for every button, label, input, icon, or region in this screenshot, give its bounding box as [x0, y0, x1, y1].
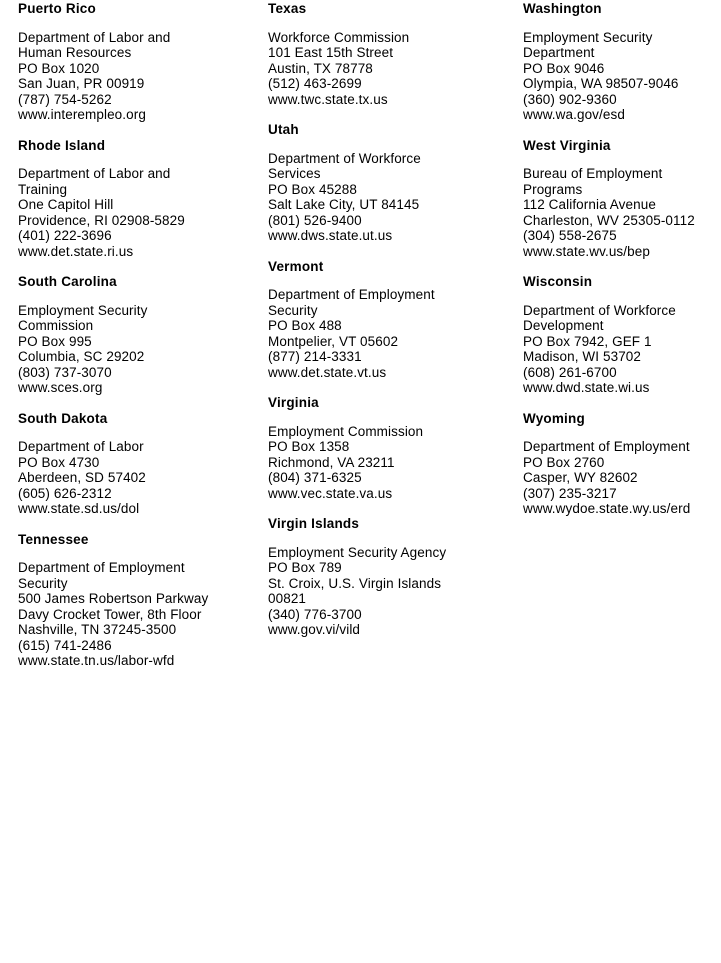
address-line: Providence, RI 02908-5829: [18, 212, 185, 228]
state-heading: Rhode Island: [18, 137, 106, 153]
state-section: [268, 259, 518, 381]
state-heading: West Virginia: [523, 137, 611, 153]
address-line: One Capitol Hill: [18, 197, 114, 212]
address-line: St. Croix, U.S. Virgin Islands: [268, 575, 442, 591]
website-line: www.state.tn.us/labor-wfd: [18, 653, 175, 668]
state-heading: Texas: [268, 1, 307, 16]
address-line: Department of Labor and: [18, 29, 171, 45]
state-section: [523, 274, 719, 396]
address-line: (803) 737-3070: [18, 364, 112, 380]
address-line: (608) 261-6700: [523, 364, 617, 380]
address-line: Olympia, WA 98507-9046: [523, 76, 679, 91]
address-line: PO Box 995: [18, 333, 92, 349]
state-section: [18, 274, 263, 396]
address-line: (877) 214-3331: [268, 349, 362, 364]
state-section: [18, 532, 263, 669]
address-line: Programs: [523, 181, 583, 197]
address-line: Department of Labor: [18, 439, 144, 454]
address-line: Security: [18, 575, 68, 591]
address-line: Aberdeen, SD 57402: [18, 470, 146, 485]
address-line: Development: [523, 318, 604, 333]
state-section: [523, 138, 719, 260]
address-line: (605) 626-2312: [18, 485, 112, 501]
address-line: Department of Employment: [523, 439, 690, 454]
website-line: www.state.sd.us/dol: [18, 501, 140, 516]
website-line: www.wydoe.state.wy.us/erd: [523, 501, 691, 516]
address-line: Department of Employment: [268, 287, 435, 302]
address-line: Davy Crocket Tower, 8th Floor: [18, 606, 202, 622]
state-heading: Utah: [268, 122, 299, 137]
address-line: PO Box 2760: [523, 454, 605, 470]
state-section: [523, 1, 719, 123]
address-line: PO Box 7942, GEF 1: [523, 333, 652, 349]
address-line: Workforce Commission: [268, 29, 410, 45]
state-heading: South Dakota: [18, 410, 108, 426]
state-heading: Vermont: [268, 258, 324, 274]
state-heading: South Carolina: [18, 274, 117, 289]
address-line: Salt Lake City, UT 84145: [268, 197, 420, 212]
website-line: www.sces.org: [18, 380, 103, 395]
website-line: www.det.state.vt.us: [268, 364, 387, 380]
address-line: (787) 754-5262: [18, 91, 112, 107]
state-section: [18, 138, 263, 260]
column-left: [18, 1, 263, 684]
state-heading: Wisconsin: [523, 274, 593, 289]
address-line: 112 California Avenue: [523, 197, 656, 212]
state-section: [18, 1, 263, 123]
address-line: (615) 741-2486: [18, 637, 112, 653]
address-line: Austin, TX 78778: [268, 60, 373, 76]
address-line: Services: [268, 166, 321, 181]
address-line: Employment Security: [523, 29, 653, 45]
state-heading: Wyoming: [523, 410, 585, 426]
state-section: [268, 395, 518, 501]
address-line: Employment Security Agency: [268, 544, 447, 560]
address-line: (801) 526-9400: [268, 212, 362, 228]
address-line: Department of Workforce: [268, 150, 421, 166]
address-line: Richmond, VA 23211: [268, 454, 395, 470]
state-section: [523, 411, 719, 517]
address-line: Training: [18, 181, 68, 197]
address-line: Bureau of Employment: [523, 166, 663, 181]
website-line: www.state.wv.us/bep: [523, 243, 650, 259]
state-section: [268, 1, 518, 107]
address-line: PO Box 45288: [268, 181, 358, 197]
address-line: Montpelier, VT 05602: [268, 333, 399, 349]
state-section: [268, 516, 518, 638]
address-line: (304) 558-2675: [523, 228, 617, 243]
address-line: PO Box 1020: [18, 60, 100, 76]
address-line: PO Box 4730: [18, 454, 100, 470]
address-line: Charleston, WV 25305-0112: [523, 212, 695, 228]
address-line: PO Box 9046: [523, 60, 605, 76]
address-line: Employment Security: [18, 302, 148, 318]
address-line: (360) 902-9360: [523, 91, 617, 107]
website-line: www.twc.state.tx.us: [268, 91, 388, 107]
address-line: Madison, WI 53702: [523, 349, 642, 364]
address-line: (307) 235-3217: [523, 485, 617, 501]
address-line: 00821: [268, 591, 307, 606]
address-line: Security: [268, 302, 318, 318]
state-heading: Puerto Rico: [18, 1, 96, 16]
address-line: Department of Employment: [18, 560, 185, 575]
website-line: www.wa.gov/esd: [523, 107, 625, 122]
address-line: (401) 222-3696: [18, 228, 112, 243]
state-section: [268, 122, 518, 244]
website-line: www.det.state.ri.us: [18, 243, 134, 259]
address-line: PO Box 488: [268, 318, 342, 333]
address-line: Commission: [18, 318, 94, 333]
address-line: (340) 776-3700: [268, 606, 362, 622]
address-line: Department of Labor and: [18, 166, 171, 181]
address-line: 500 James Robertson Parkway: [18, 591, 209, 606]
state-heading: Tennessee: [18, 531, 89, 547]
address-line: Nashville, TN 37245-3500: [18, 622, 177, 637]
address-line: San Juan, PR 00919: [18, 76, 145, 91]
state-section: [18, 411, 263, 517]
address-line: Human Resources: [18, 45, 132, 60]
website-line: www.dwd.state.wi.us: [523, 380, 650, 395]
address-line: (804) 371-6325: [268, 470, 362, 485]
website-line: www.interempleo.org: [18, 107, 146, 122]
address-line: PO Box 1358: [268, 439, 350, 454]
address-line: 101 East 15th Street: [268, 45, 394, 60]
column-right: [523, 1, 719, 532]
address-line: Department of Workforce: [523, 302, 676, 318]
website-line: www.dws.state.ut.us: [268, 228, 393, 243]
state-heading: Virginia: [268, 395, 319, 410]
column-middle: [268, 1, 518, 653]
address-line: Employment Commission: [268, 423, 424, 439]
website-line: www.gov.vi/vild: [268, 622, 361, 637]
state-heading: Virgin Islands: [268, 516, 360, 531]
address-line: Columbia, SC 29202: [18, 349, 145, 364]
state-heading: Washington: [523, 1, 602, 16]
address-line: (512) 463-2699: [268, 76, 362, 91]
address-line: Department: [523, 45, 595, 60]
address-line: Casper, WY 82602: [523, 470, 638, 485]
website-line: www.vec.state.va.us: [268, 485, 393, 501]
address-line: PO Box 789: [268, 560, 342, 575]
